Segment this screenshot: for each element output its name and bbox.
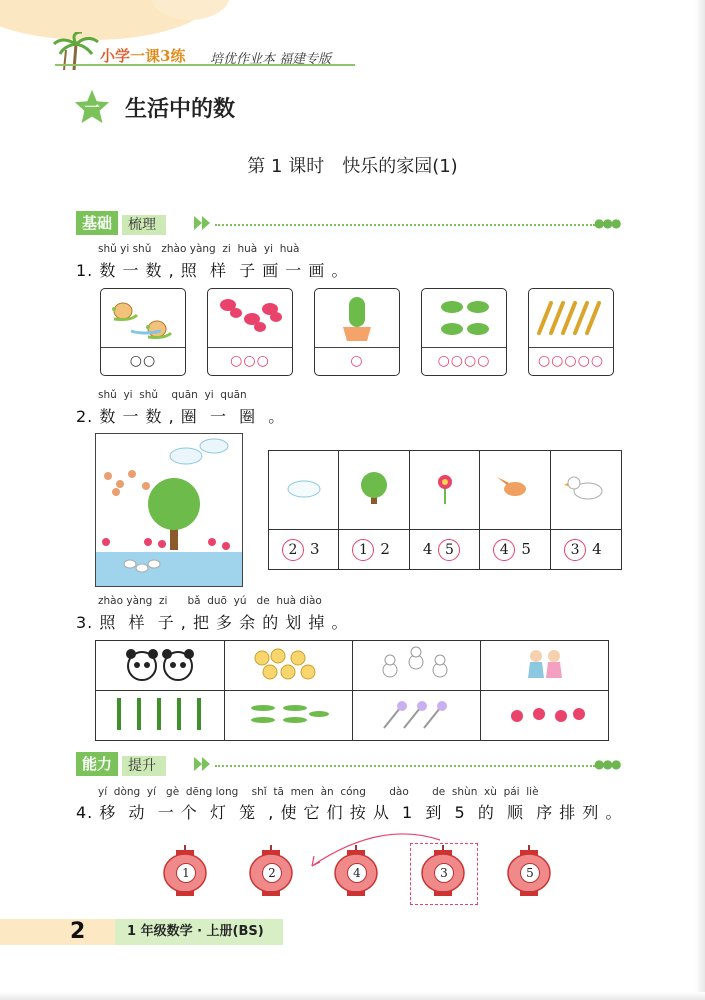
- q3-cell-girls: [480, 641, 608, 691]
- panda-icon: [120, 644, 200, 684]
- q1-circles: ○○○○○: [537, 353, 605, 369]
- brand-title: 小学一课3练: [100, 47, 186, 65]
- q3-cell-pandas: [96, 641, 225, 691]
- q2-cell-duck: [550, 451, 621, 530]
- q2-pinyin: shǔ yi shǔ quān yi quān: [98, 389, 247, 401]
- unit-title: 生活中的数: [125, 97, 236, 122]
- flower-icon: [499, 694, 589, 734]
- q4-pinyin: yí dòng yí gè dēng long shǐ tā men àn cóng dào de shùn xù pái liè: [98, 786, 539, 798]
- duck-icon: [564, 473, 608, 503]
- q2-text: 2. 数 一 数 , 圈 一 圈 。: [76, 407, 286, 426]
- cactus-icon: [315, 289, 399, 347]
- q2-cell-bird: [480, 451, 550, 530]
- dots-end-icon: ●●●: [594, 757, 620, 771]
- bird-icon: [495, 473, 535, 503]
- q1-card-pencil: [528, 288, 614, 376]
- page-number: 2: [70, 919, 86, 944]
- q1-card-snail: [100, 288, 186, 376]
- lantern-number: 5: [520, 863, 540, 883]
- q1-card-cactus: [314, 288, 400, 376]
- cloud-icon: [284, 473, 324, 503]
- page-bottom-shadow: [0, 992, 705, 1000]
- tree-icon: [354, 470, 394, 506]
- page-edge-shadow: [695, 0, 705, 1000]
- flower-icon: [430, 470, 460, 506]
- q3-text: 3. 照 样 子 , 把 多 余 的 划 掉 。: [76, 613, 349, 632]
- section-basic-main: 基础: [76, 211, 118, 235]
- lantern: [162, 845, 208, 901]
- unit-number: 一: [84, 98, 100, 117]
- q1-pinyin: shǔ yi shǔ zhào yàng zi huà yi huà: [98, 243, 300, 255]
- butterfly-icon: [208, 289, 292, 347]
- q2-cell-cloud: [269, 451, 339, 530]
- q4-text: 4. 移 动 一 个 灯 笼 , 使 它 们 按 从 1 到 5 的 顺 序 排 列 。: [76, 803, 623, 822]
- lantern-number: 1: [176, 863, 196, 883]
- grass-icon: [243, 694, 333, 734]
- q2-cell-flower: [409, 451, 479, 530]
- series-title: 培优作业本 福建专版: [210, 52, 332, 67]
- q2-options-duck: 3 4: [550, 530, 621, 570]
- lantern-number: 4: [347, 863, 367, 883]
- section-rule: [215, 765, 595, 767]
- q1-circles: ○○○○: [437, 353, 491, 369]
- q3-cell-chicks: [224, 641, 352, 691]
- snail-icon: [101, 289, 185, 347]
- section-rule: [215, 224, 595, 226]
- q2-answer-table: [268, 450, 622, 570]
- section-advanced-main: 能力: [76, 752, 118, 776]
- lantern: [420, 845, 466, 901]
- dots-end-icon: ●●●: [594, 216, 620, 230]
- q1-card-leaf: [421, 288, 507, 376]
- rattle-icon: [376, 694, 456, 734]
- q2-cell-tree: [339, 451, 409, 530]
- arrow-icon: [192, 214, 212, 232]
- q2-options-bird: 4 5: [480, 530, 550, 570]
- chick-icon: [248, 644, 328, 684]
- snowman-icon: [376, 644, 456, 684]
- lantern: [333, 845, 379, 901]
- q2-scene-picture: [95, 433, 243, 587]
- q3-cell-flowers: [480, 691, 608, 741]
- unit-star-icon: [73, 88, 111, 126]
- q1-circles: ○○: [129, 353, 157, 369]
- pencil-icon: [529, 289, 613, 347]
- bamboo-icon: [105, 694, 215, 734]
- lantern-number: 2: [262, 863, 282, 883]
- q2-options-flower: 4 5: [409, 530, 479, 570]
- q2-options-tree: 1 2: [339, 530, 409, 570]
- lantern: [248, 845, 294, 901]
- q3-cell-grass: [224, 691, 352, 741]
- q3-match-table: [95, 640, 609, 741]
- q3-cell-snowmen: [352, 641, 480, 691]
- q1-circles: ○: [350, 353, 364, 369]
- lantern-number: 3: [434, 863, 454, 883]
- palm-tree-icon: [52, 32, 100, 72]
- arrow-icon: [192, 755, 212, 773]
- section-basic-sub: 梳理: [122, 215, 166, 235]
- q3-cell-bamboo: [96, 691, 225, 741]
- q1-circles: ○○○: [230, 353, 270, 369]
- book-title: 1 年级数学 · 上册(BS): [115, 919, 283, 945]
- lantern: [506, 845, 552, 901]
- q1-card-butterfly: [207, 288, 293, 376]
- lesson-title: 第 1 课时 快乐的家园(1): [247, 156, 458, 177]
- girl-icon: [514, 644, 574, 684]
- section-advanced-sub: 提升: [122, 756, 166, 776]
- q3-cell-rattles: [352, 691, 480, 741]
- leaf-icon: [422, 289, 506, 347]
- q1-text: 1. 数 一 数 , 照 样 子 画 一 画 。: [76, 261, 349, 280]
- q3-pinyin: zhào yàng zi bǎ duō yú de huà diào: [98, 595, 322, 607]
- q2-options-cloud: 2 3: [269, 530, 339, 570]
